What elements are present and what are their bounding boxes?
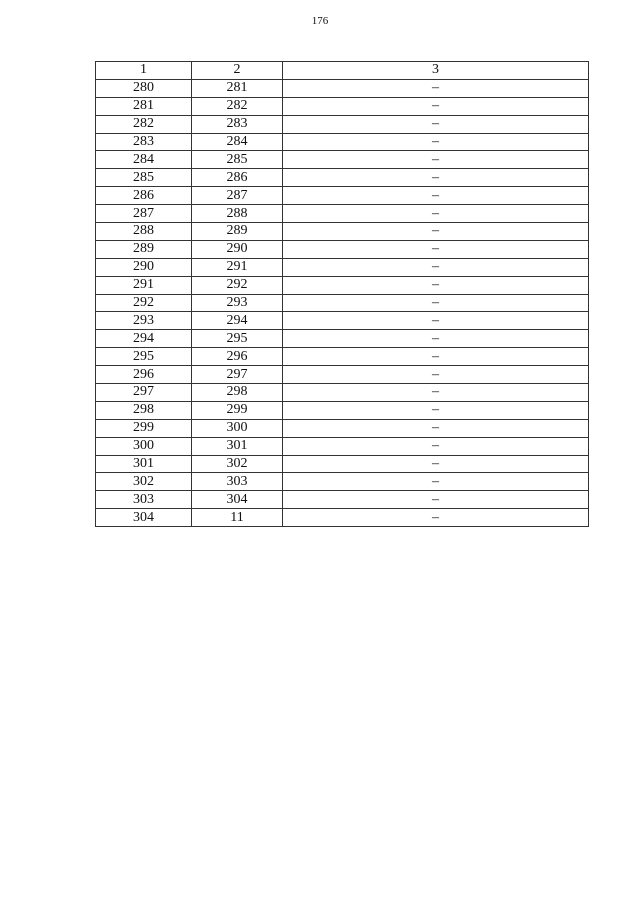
table-cell-col-3: – xyxy=(283,133,589,151)
page-number: 176 xyxy=(311,15,329,27)
table-row xyxy=(96,258,589,276)
table-row xyxy=(96,366,589,384)
table-row xyxy=(96,491,589,509)
table-cell-col-3: – xyxy=(283,312,589,330)
table-cell-col-1: 287 xyxy=(96,205,192,223)
table-cell-col-1: 304 xyxy=(96,509,192,527)
table-row xyxy=(96,312,589,330)
table-row xyxy=(96,437,589,455)
column-header: 1 xyxy=(96,62,192,80)
table-cell-col-3: – xyxy=(283,169,589,187)
table-cell-col-3: – xyxy=(283,437,589,455)
table-cell-col-1: 285 xyxy=(96,169,192,187)
table-row xyxy=(96,223,589,241)
table-cell-col-1: 296 xyxy=(96,366,192,384)
table-row xyxy=(96,419,589,437)
table-row xyxy=(96,115,589,133)
table-cell-col-2: 297 xyxy=(192,366,283,384)
table-cell-col-3: – xyxy=(283,187,589,205)
table-cell-col-3: – xyxy=(283,348,589,366)
table-cell-col-1: 301 xyxy=(96,455,192,473)
table-row xyxy=(96,97,589,115)
table-row xyxy=(96,169,589,187)
table-cell-col-3: – xyxy=(283,419,589,437)
table-cell-col-1: 302 xyxy=(96,473,192,491)
table-row xyxy=(96,205,589,223)
table-row xyxy=(96,151,589,169)
table-cell-col-3: – xyxy=(283,258,589,276)
table-cell-col-2: 295 xyxy=(192,330,283,348)
table-body xyxy=(96,79,589,526)
table-cell-col-1: 284 xyxy=(96,151,192,169)
table-row xyxy=(96,509,589,527)
table-cell-col-1: 300 xyxy=(96,437,192,455)
table-cell-col-1: 281 xyxy=(96,97,192,115)
table-cell-col-1: 295 xyxy=(96,348,192,366)
table-cell-col-1: 283 xyxy=(96,133,192,151)
table-cell-col-2: 301 xyxy=(192,437,283,455)
table-cell-col-1: 299 xyxy=(96,419,192,437)
table-cell-col-3: – xyxy=(283,366,589,384)
table-row xyxy=(96,401,589,419)
table-cell-col-1: 290 xyxy=(96,258,192,276)
table-cell-col-1: 282 xyxy=(96,115,192,133)
table-cell-col-2: 290 xyxy=(192,240,283,258)
table-row xyxy=(96,455,589,473)
table-cell-col-1: 288 xyxy=(96,223,192,241)
data-table xyxy=(95,61,589,527)
table-cell-col-2: 289 xyxy=(192,223,283,241)
table-cell-col-1: 293 xyxy=(96,312,192,330)
table-cell-col-2: 303 xyxy=(192,473,283,491)
table-cell-col-2: 296 xyxy=(192,348,283,366)
table-cell-col-2: 291 xyxy=(192,258,283,276)
table-cell-col-2: 283 xyxy=(192,115,283,133)
table-cell-col-3: – xyxy=(283,455,589,473)
table-cell-col-2: 11 xyxy=(192,509,283,527)
table-row xyxy=(96,294,589,312)
table-cell-col-2: 292 xyxy=(192,276,283,294)
table-cell-col-3: – xyxy=(283,401,589,419)
table-row xyxy=(96,240,589,258)
table-cell-col-2: 281 xyxy=(192,79,283,97)
table-cell-col-2: 286 xyxy=(192,169,283,187)
table-cell-col-1: 289 xyxy=(96,240,192,258)
table-cell-col-1: 297 xyxy=(96,384,192,402)
table-cell-col-2: 298 xyxy=(192,384,283,402)
table-cell-col-3: – xyxy=(283,330,589,348)
table-header-row xyxy=(96,62,589,80)
table-row xyxy=(96,187,589,205)
table-cell-col-3: – xyxy=(283,384,589,402)
table-row xyxy=(96,330,589,348)
table-row xyxy=(96,473,589,491)
column-header: 3 xyxy=(283,62,589,80)
table-row xyxy=(96,133,589,151)
table-cell-col-2: 299 xyxy=(192,401,283,419)
table-cell-col-3: – xyxy=(283,294,589,312)
table-cell-col-1: 286 xyxy=(96,187,192,205)
table-row xyxy=(96,384,589,402)
table-cell-col-1: 294 xyxy=(96,330,192,348)
table-cell-col-3: – xyxy=(283,79,589,97)
table-cell-col-2: 282 xyxy=(192,97,283,115)
table-cell-col-3: – xyxy=(283,473,589,491)
table-cell-col-3: – xyxy=(283,491,589,509)
table-cell-col-2: 293 xyxy=(192,294,283,312)
table-cell-col-2: 300 xyxy=(192,419,283,437)
table-cell-col-2: 288 xyxy=(192,205,283,223)
table-row xyxy=(96,79,589,97)
table-cell-col-1: 303 xyxy=(96,491,192,509)
table-cell-col-3: – xyxy=(283,276,589,294)
table-cell-col-1: 280 xyxy=(96,79,192,97)
table-cell-col-2: 284 xyxy=(192,133,283,151)
table-cell-col-2: 304 xyxy=(192,491,283,509)
table-cell-col-2: 285 xyxy=(192,151,283,169)
column-header: 2 xyxy=(192,62,283,80)
table-cell-col-3: – xyxy=(283,115,589,133)
table-cell-col-2: 287 xyxy=(192,187,283,205)
table-cell-col-1: 291 xyxy=(96,276,192,294)
table-cell-col-3: – xyxy=(283,97,589,115)
table-cell-col-2: 302 xyxy=(192,455,283,473)
table-cell-col-3: – xyxy=(283,223,589,241)
table-cell-col-3: – xyxy=(283,240,589,258)
table-cell-col-1: 292 xyxy=(96,294,192,312)
table-row xyxy=(96,276,589,294)
table-cell-col-1: 298 xyxy=(96,401,192,419)
table-cell-col-3: – xyxy=(283,509,589,527)
table-cell-col-2: 294 xyxy=(192,312,283,330)
table-cell-col-3: – xyxy=(283,205,589,223)
table-row xyxy=(96,348,589,366)
table-cell-col-3: – xyxy=(283,151,589,169)
